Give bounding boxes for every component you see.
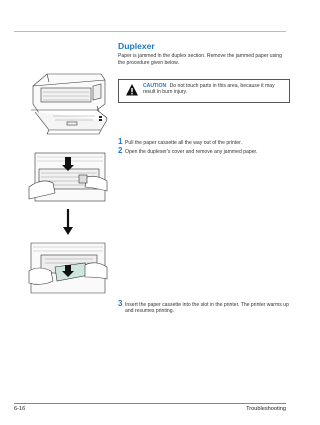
duplexer-jam-removal-illustration: [27, 147, 109, 299]
warning-triangle-icon: [125, 83, 139, 97]
step-number: 3: [118, 299, 123, 308]
caution-box: [118, 79, 290, 103]
step-1: [118, 137, 290, 146]
step-text: Insert the paper cassette into the slot in the printer. The printer warms up and resumes printing.: [125, 302, 289, 315]
step-number: 2: [118, 146, 123, 155]
page-number: 6-16: [14, 406, 26, 412]
intro-paragraph: Paper is jammed in the duplex section. Remove the jammed paper using the procedure given below.: [118, 53, 282, 66]
step-number: 1: [118, 137, 123, 146]
caution-text: [143, 83, 285, 96]
chapter-title: Troubleshooting: [246, 406, 286, 412]
section-title: Duplexer: [118, 41, 155, 51]
step-2: [118, 146, 290, 155]
footer-rule: [14, 403, 286, 404]
caution-message: Do not touch parts in this area, because it may result in burn injury.: [143, 83, 275, 96]
step-text: Pull the paper cassette all the way out of the printer.: [125, 140, 242, 146]
caution-label: CAUTION: [143, 83, 167, 89]
printer-cassette-pulled-illustration: [27, 66, 109, 138]
step-text: Open the duplexer's cover and remove any jammed paper.: [125, 149, 258, 155]
header-rule: [14, 31, 286, 32]
step-3: [118, 299, 290, 315]
